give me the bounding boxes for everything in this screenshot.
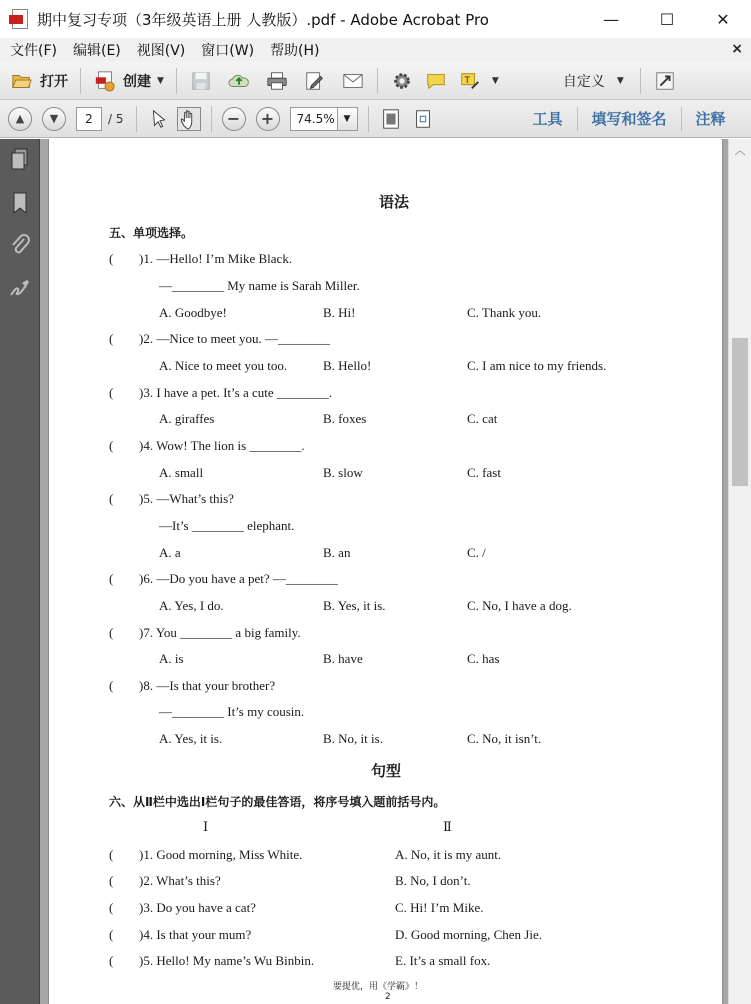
matching-left: )1. Good morning, Miss White.: [139, 847, 303, 862]
option-a: A. giraffes: [159, 411, 215, 426]
zoom-out-button[interactable]: [222, 107, 246, 131]
arrow-up-icon: ▲: [15, 112, 25, 125]
matching-right: B. No, I don’t.: [395, 873, 471, 888]
option-b: B. Hello!: [323, 358, 372, 373]
chevron-up-icon: ︿: [734, 144, 746, 157]
question-text-line2: —It’s ________ elephant.: [159, 518, 295, 533]
window-title: 期中复习专项（3年级英语上册 人教版）.pdf - Adobe Acrobat Pro: [37, 10, 489, 29]
matching-right: E. It’s a small fox.: [395, 953, 491, 968]
question-text: )7. You ________ a big family.: [139, 625, 301, 640]
option-a: A. Yes, it is.: [159, 731, 223, 746]
vertical-scrollbar[interactable]: [728, 139, 751, 1004]
option-b: B. Yes, it is.: [323, 598, 386, 613]
fill-sign-panel-link[interactable]: 填写和签名: [591, 110, 667, 128]
comment-panel-link[interactable]: 注释: [695, 110, 726, 128]
matching-left: )2. What’s this?: [139, 873, 221, 888]
column-header-1: Ⅰ: [203, 819, 209, 834]
acrobat-pdf-icon: [9, 8, 31, 30]
answer-bracket: (: [109, 678, 114, 693]
create-label: 创建: [123, 73, 151, 90]
question-text: )2. —Nice to meet you. —________: [139, 331, 330, 346]
toolbar-divider: [176, 68, 177, 94]
answer-bracket: (: [109, 900, 114, 915]
customize-button[interactable]: [557, 66, 630, 96]
minimize-button[interactable]: —: [603, 9, 619, 29]
option-b: B. slow: [323, 465, 363, 480]
answer-bracket: (: [109, 438, 114, 453]
main-toolbar: [0, 62, 751, 100]
menu-file[interactable]: 文件(F): [10, 43, 57, 59]
answer-bracket: (: [109, 491, 114, 506]
toolbar-divider: [136, 106, 137, 132]
hand-tool-icon[interactable]: [177, 107, 201, 131]
answer-bracket: (: [109, 571, 114, 586]
menu-bar: [0, 38, 751, 62]
scrollbar-thumb[interactable]: [732, 338, 748, 486]
option-b: B. foxes: [323, 411, 367, 426]
section-title-grammar: 语法: [379, 193, 410, 211]
menu-help[interactable]: 帮助(H): [270, 43, 320, 59]
option-c: C. No, I have a dog.: [467, 598, 572, 613]
option-b: B. Hi!: [323, 305, 356, 320]
option-b: B. No, it is.: [323, 731, 383, 746]
select-cursor-icon[interactable]: [147, 107, 171, 131]
comment-bubble-icon[interactable]: [424, 69, 448, 93]
menu-window[interactable]: 窗口(W): [201, 43, 255, 59]
question-text: )1. —Hello! I’m Mike Black.: [139, 251, 293, 266]
create-button[interactable]: [87, 66, 170, 96]
answer-bracket: (: [109, 927, 114, 942]
part5-heading: 五、单项选择。: [109, 226, 194, 240]
question-text-line2: —________ It’s my cousin.: [159, 704, 305, 719]
matching-right: C. Hi! I’m Mike.: [395, 900, 484, 915]
signatures-icon[interactable]: [8, 277, 32, 301]
toolbar-divider: [640, 68, 641, 94]
answer-bracket: (: [109, 331, 114, 346]
fit-page-icon[interactable]: [379, 107, 403, 131]
edit-document-icon[interactable]: [303, 69, 327, 93]
question-text-line2: —________ My name is Sarah Miller.: [159, 278, 360, 293]
answer-bracket: (: [109, 385, 114, 400]
answer-bracket: (: [109, 251, 114, 266]
minus-icon: −: [226, 109, 241, 128]
open-label: 打开: [40, 73, 68, 90]
page-number-input[interactable]: 2: [76, 107, 102, 131]
save-icon[interactable]: [189, 69, 213, 93]
answer-bracket: (: [109, 625, 114, 640]
expand-view-icon[interactable]: [653, 69, 677, 93]
zoom-dropdown-button[interactable]: [338, 107, 358, 131]
option-c: C. /: [467, 545, 486, 560]
chevron-down-icon: ▼: [343, 113, 351, 124]
matching-right: D. Good morning, Chen Jie.: [395, 927, 542, 942]
title-bar: [0, 0, 751, 38]
more-tools-dropdown-icon[interactable]: ▼: [491, 75, 499, 86]
matching-left: )3. Do you have a cat?: [139, 900, 256, 915]
maximize-button[interactable]: ☐: [659, 9, 675, 29]
rotate-page-icon[interactable]: [411, 107, 435, 131]
column-header-2: Ⅱ: [443, 819, 452, 834]
option-c: C. has: [467, 651, 500, 666]
zoom-level-input[interactable]: 74.5%: [290, 107, 338, 131]
option-c: C. No, it isn’t.: [467, 731, 542, 746]
create-pdf-icon: [93, 69, 117, 93]
toolbar-divider: [377, 68, 378, 94]
folder-open-icon: [10, 69, 34, 93]
create-dropdown-icon: ▼: [157, 75, 164, 86]
svg-text:T: T: [464, 74, 471, 86]
page-thumbnails-icon[interactable]: [8, 147, 32, 171]
option-c: C. Thank you.: [467, 305, 542, 320]
answer-bracket: (: [109, 953, 114, 968]
matching-left: )5. Hello! My name’s Wu Binbin.: [139, 953, 315, 968]
matching-left: )4. Is that your mum?: [139, 927, 252, 942]
question-text: )5. —What’s this?: [139, 491, 234, 506]
print-icon[interactable]: [265, 69, 289, 93]
page-number-footer: 2: [385, 992, 391, 1002]
part6-heading: 六、从Ⅱ栏中选出Ⅰ栏句子的最佳答语，将序号填入题前括号内。: [109, 795, 446, 809]
arrow-down-icon: ▼: [49, 112, 59, 125]
scroll-up-button[interactable]: [729, 139, 751, 161]
page-footer: 要提优，用《学霸》！: [333, 982, 424, 992]
customize-label: 自定义: [562, 73, 605, 90]
gear-icon[interactable]: [390, 69, 414, 93]
option-a: A. is: [159, 651, 184, 666]
highlight-text-icon[interactable]: [458, 69, 482, 93]
toolbar-divider: [80, 68, 81, 94]
attachments-paperclip-icon[interactable]: [8, 233, 32, 257]
option-a: A. Goodbye!: [159, 305, 227, 320]
option-a: A. small: [159, 465, 204, 480]
question-text: )3. I have a pet. It’s a cute ________.: [139, 385, 333, 400]
option-b: B. an: [323, 545, 351, 560]
tools-panel-link[interactable]: 工具: [532, 110, 563, 128]
close-document-button[interactable]: ×: [731, 41, 743, 57]
previous-page-button[interactable]: [8, 107, 32, 131]
matching-right: A. No, it is my aunt.: [395, 847, 502, 862]
option-a: A. a: [159, 545, 181, 560]
answer-bracket: (: [109, 873, 114, 888]
menu-view[interactable]: 视图(V): [136, 43, 186, 59]
option-c: C. fast: [467, 465, 501, 480]
bookmarks-icon[interactable]: [8, 191, 32, 215]
pdf-page: [48, 139, 723, 1004]
option-c: C. I am nice to my friends.: [467, 358, 607, 373]
toolbar-divider: [211, 106, 212, 132]
option-a: A. Yes, I do.: [159, 598, 224, 613]
option-b: B. have: [323, 651, 363, 666]
next-page-button[interactable]: [42, 107, 66, 131]
page-total: / 5: [108, 111, 124, 126]
navigation-toolbar: [0, 100, 751, 138]
question-text: )8. —Is that your brother?: [139, 678, 276, 693]
open-button[interactable]: [4, 66, 74, 96]
close-window-button[interactable]: ✕: [716, 9, 730, 29]
section-title-sentences: 句型: [371, 762, 402, 780]
option-c: C. cat: [467, 411, 498, 426]
toolbar-divider: [368, 106, 369, 132]
zoom-in-button[interactable]: [256, 107, 280, 131]
plus-icon: +: [260, 109, 275, 128]
customize-dropdown-icon: ▼: [616, 75, 624, 86]
menu-edit[interactable]: 编辑(E): [72, 43, 121, 59]
question-text: )6. —Do you have a pet? —________: [139, 571, 338, 586]
answer-bracket: (: [109, 847, 114, 862]
document-viewport[interactable]: [40, 139, 728, 1004]
question-text: )4. Wow! The lion is ________.: [139, 438, 305, 453]
email-icon[interactable]: [341, 69, 365, 93]
upload-cloud-icon[interactable]: [227, 69, 251, 93]
option-a: A. Nice to meet you too.: [159, 358, 288, 373]
left-navigation-pane: [0, 139, 40, 1004]
